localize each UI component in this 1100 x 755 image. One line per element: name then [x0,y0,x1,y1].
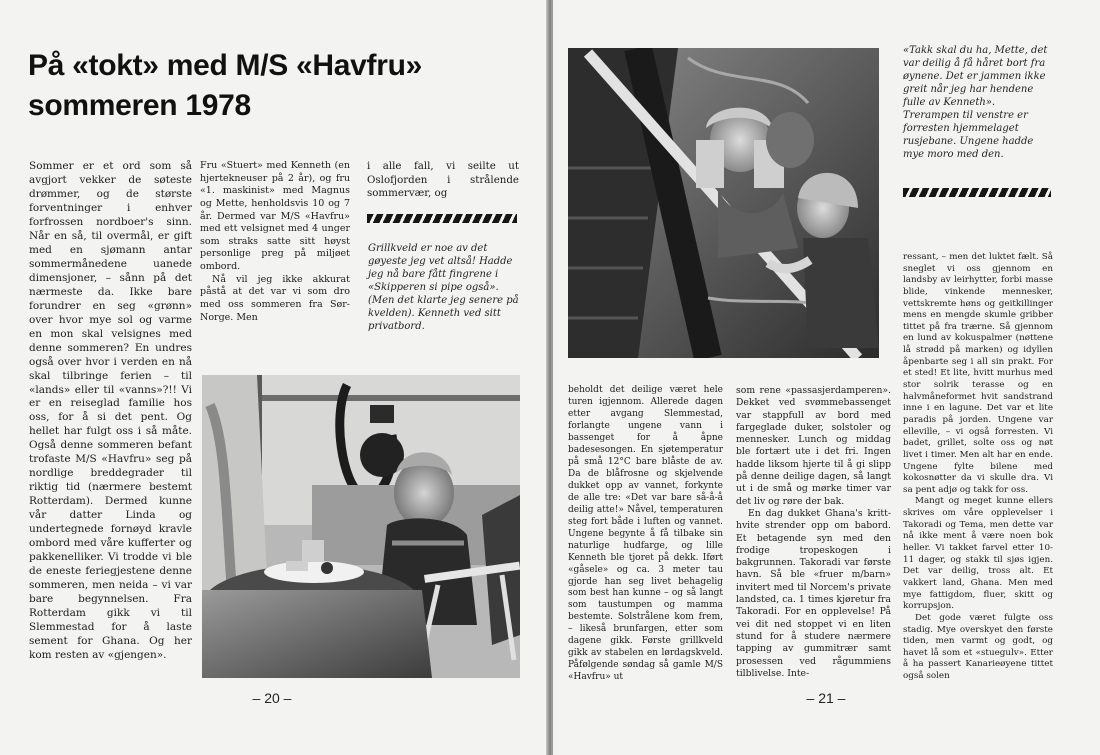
paragraph: i alle fall, vi seilte ut Oslofjorden i strålende sommervær, og [367,160,519,200]
paragraph: ressant, – men det luktet fælt. Så sneglet vi oss gjennom en landsby av leirhytter, forbi masse blide, vinkende mennesker, vettskremte høns og geitkillinger mens en mengde skumle gribber tittet på fra trærne. Så gjennom en lund av kokuspalmer (nøttene lå strødd på marken) og idyllen åpenbarte seg i all sin prakt. For et sted! Et lite, hvitt murhus med stor solrik terasse og en halvmåneformet hvit sandstrand inne i en lagune. Det var et lite paradis på jorden. Ungene var elleville, – vi også forresten. Vi badet, grillet, solte oss og nøt livet i timer. Men alt har en ende. Ungene fylte bilene med kokosnøtter da vi skulle dra. Vi sa pent adjø og takk for oss. [903,252,1053,495]
photo-children-in-pool [568,48,879,358]
headline-line-1: På «tokt» med M/S «Havfru» [28,49,423,82]
paragraph: En dag dukket Ghana's kritt-hvite strender opp om babord. Et betagende syn med den frodige tropeskogen i bakgrunnen. Takoradi var første havn. Så ble «fruer m/barn» invitert med til Norcem's private landsted, ca. 1 times kjøretur fra Takoradi. For en opplevelse! På vei dit ned stoppet vi en liten stund for å studere nærmere tapping av gummitrær samt prosessen ved rågummiens tilblivelse. Inte- [736,507,891,679]
paragraph: Mangt og meget kunne ellers skrives om våre opplevelser i Takoradi og Tema, men dette var nå ikke ment å være noen bok heller. Vi takket farvel etter 10-11 dager, og stakk til sjøs igjen. Det var deilig, tross alt. Et vakkert land, Ghana. Men med mye fattigdom, fluer, skitt og korrupsjon. [903,496,1053,612]
headline-line-2: sommeren 1978 [28,89,251,122]
paragraph: beholdt det deilige været hele turen igjennom. Allerede dagen etter avgang Slemmestad, forlangte ungene vann i bassenget for å åpne badesesongen. En sjøtemperatur på små 12°C bare blåste de av. Da de blåfrosne og skjelvende dukket opp av vannet, forkynte de alle tre: «Det var bare så-å-å deilig atte!» Nåvel, temperaturen steg fort både i luften og vannet. Ungene begynte å få tilbake sin naturlige hudfarge, og lille Kenneth ble tjoret på dekk. Iført «gåsele» og ca. 3 meter tau gjorde han seg livet behagelig som best han kunne – og så langt som taustumpen og mamma bestemte. Solstrålene kom frem, – likeså brunfargen, etter som dagene gikk. Første grillkveld gikk av stabelen en lørdagskveld. Påfølgende søndag så gamle M/S «Havfru» ut [568,385,723,683]
right-page [552,0,1100,755]
right-column-3 [903,252,1053,682]
section-separator [367,214,517,223]
left-column-3 [367,160,519,200]
right-column-2 [736,385,891,685]
right-column-1 [568,385,723,685]
paragraph: Sommer er et ord som så avgjort vekker de søteste drømmer, og de største forventninger i enhver forfrossen nordboer's sinn. Når en så, til overmål, er gift med en sjømann antar sommermånedene uanede dimensjoner, – sånn på det nærmeste da. Ikke bare forundrer en seg «grønn» over hvor mye sol og varme en mon skal velsignes med denne sommeren? En undres også over hvor i verden en nå skal tilbringe ferien – til «lands» eller til «vanns»?!! Vi er en reiseglad familie hos oss, for å si det pent. Og hellet har fulgt oss i så måte. Også denne sommeren befant trofaste M/S «Havfru» seg på nordlige breddegrader til riktig tid (nærmere bestemt Rotterdam). Dermed kunne vår datter Linda og undertegnede fornøyd kravle ombord med våre kufferter og pakkenelliker. Vi trodde vi ble de eneste feriegjestene denne sommeren, men neida – vi var bare begynnelsen. Fra Rotterdam gikk vi til Slemmestad for å laste sement for Ghana. Og her kom resten av «gjengen». [29,160,192,661]
section-separator [903,188,1051,197]
photo-child-at-table [202,375,520,678]
page-number-left: – 20 – [252,690,292,706]
page-number-right: – 21 – [806,690,846,706]
photo-caption-pool: «Takk skal du ha, Mette, det var deilig å få håret bort fra øynene. Det er jammen ikke greit når jeg har hendene fulle av Kenneth». Trerampen til venstre er forresten hjemmelaget rusjebane. Ungene hadde mye moro med den. [903,45,1048,160]
article-headline [28,46,508,126]
photo-caption-grill: Grillkveld er noe av det gøyeste jeg vet altså! Hadde jeg nå bare fått fingrene i «Skipperen si pipe også». (Men det klarte jeg senere på kvelden). Kenneth ved sitt privatbord. [368,243,519,332]
paragraph: Fru «Stuert» med Kenneth (en hjertekneuser på 2 år), og fru «1. maskinist» med Magnus og Mette, henholdsvis 10 og 7 år. Dermed var M/S «Havfru» med ett velsignet med 4 unger som straks satte sitt høyst personlige preg på miljøet ombord. [200,160,350,273]
paragraph: som rene «passasjerdamperen». Dekket ved svømmebassenget var stappfull av bord med fargeglade duker, solstoler og mennesker. Lunch og middag ble fortært ute i det fri. Ingen hadde liksom hjerte til å gi slipp på denne deilige dagen, så langt ut i de små og mørke timer var det liv og røre der bak. [736,385,891,507]
left-column-1 [29,160,192,685]
paragraph: Det gode været fulgte oss stadig. Mye overskyet den første tiden, men varmt og godt, og havet lå som et «stuegulv». Etter å ha passert Kanarieøyene tittet også solen [903,612,1053,682]
left-page [0,0,549,755]
paragraph: Nå vil jeg ikke akkurat påstå at det var vi som dro med oss sommeren fra Sør-Norge. Men [200,273,350,323]
left-column-2 [200,160,350,340]
